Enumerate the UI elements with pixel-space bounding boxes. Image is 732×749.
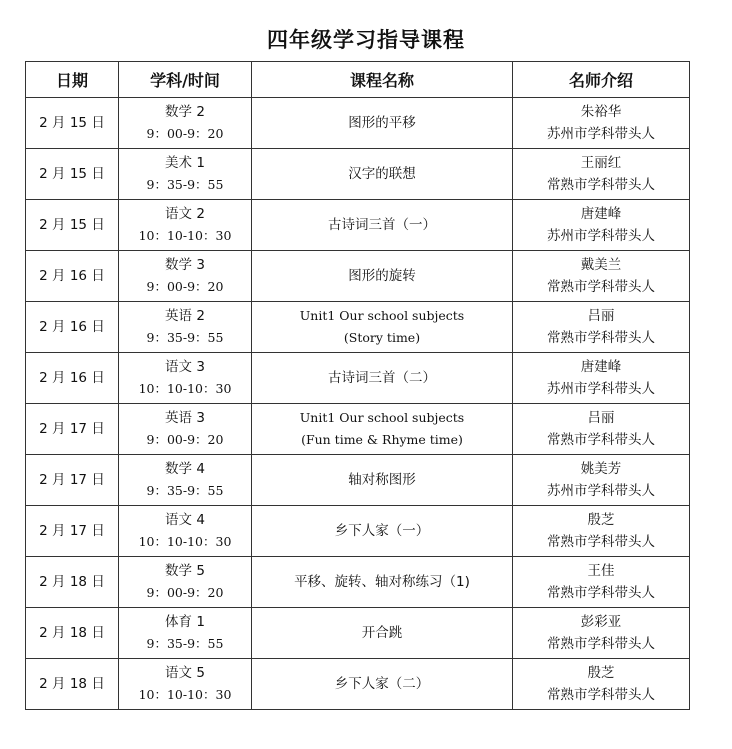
teacher-name: 朱裕华	[580, 104, 622, 120]
teacher-cell	[513, 557, 690, 608]
teacher-title: 苏州市学科带头人	[547, 228, 655, 244]
course-name: Unit1 Our school subjects	[299, 308, 465, 323]
time-label: 10：10-10：30	[138, 381, 232, 396]
teacher-name: 殷芝	[587, 512, 615, 528]
table-row	[26, 404, 690, 455]
table-row	[26, 149, 690, 200]
teacher-cell	[513, 353, 690, 404]
subject-time-cell	[119, 557, 252, 608]
course-name: 汉字的联想	[348, 166, 416, 182]
teacher-title: 常熟市学科带头人	[547, 330, 655, 346]
date-cell: 2 月 17 日	[26, 455, 119, 506]
course-cell	[252, 506, 513, 557]
subject-time-cell	[119, 149, 252, 200]
table-row	[26, 455, 690, 506]
teacher-cell	[513, 98, 690, 149]
date-cell: 2 月 18 日	[26, 608, 119, 659]
table-row	[26, 353, 690, 404]
date-cell: 2 月 16 日	[26, 353, 119, 404]
teacher-title: 常熟市学科带头人	[547, 534, 655, 550]
subject-time-cell	[119, 98, 252, 149]
course-cell	[252, 353, 513, 404]
course-name: 乡下人家（二）	[334, 676, 430, 692]
teacher-title: 苏州市学科带头人	[547, 381, 655, 397]
date-cell: 2 月 18 日	[26, 557, 119, 608]
teacher-name: 唐建峰	[580, 206, 622, 222]
date-cell: 2 月 17 日	[26, 404, 119, 455]
subject-time-cell	[119, 506, 252, 557]
teacher-cell	[513, 659, 690, 710]
course-name: 古诗词三首（一）	[328, 217, 436, 233]
course-cell	[252, 557, 513, 608]
course-cell	[252, 608, 513, 659]
page-title: 四年级学习指导课程	[267, 28, 465, 52]
subject-label: 数学 4	[165, 461, 205, 477]
header-row	[26, 62, 690, 98]
course-name: 图形的平移	[348, 115, 416, 131]
course-name: 开合跳	[361, 625, 403, 641]
subject-time-cell	[119, 251, 252, 302]
teacher-title: 常熟市学科带头人	[547, 636, 655, 652]
course-cell	[252, 302, 513, 353]
time-label: 9：35-9：55	[146, 330, 224, 345]
time-label: 9：00-9：20	[146, 585, 224, 600]
time-label: 9：00-9：20	[146, 279, 224, 294]
teacher-cell	[513, 455, 690, 506]
course-cell	[252, 251, 513, 302]
date-cell: 2 月 15 日	[26, 149, 119, 200]
teacher-name: 吕丽	[587, 308, 615, 324]
teacher-name: 殷芝	[587, 665, 615, 681]
course-name: 图形的旋转	[348, 268, 416, 284]
course-cell	[252, 404, 513, 455]
teacher-cell	[513, 149, 690, 200]
subject-time-cell	[119, 608, 252, 659]
subject-time-cell	[119, 404, 252, 455]
subject-label: 数学 3	[165, 257, 205, 273]
course-name: 平移、旋转、轴对称练习（1)	[294, 574, 470, 590]
schedule-table	[25, 61, 690, 710]
table-row	[26, 557, 690, 608]
subject-label: 语文 3	[165, 359, 205, 375]
course-name: (Fun time & Rhyme time)	[301, 432, 463, 447]
teacher-cell	[513, 608, 690, 659]
teacher-cell	[513, 404, 690, 455]
time-label: 9：35-9：55	[146, 177, 224, 192]
table-row	[26, 200, 690, 251]
teacher-name: 王佳	[587, 563, 615, 579]
time-label: 10：10-10：30	[138, 534, 232, 549]
date-cell: 2 月 17 日	[26, 506, 119, 557]
table-row	[26, 608, 690, 659]
subject-label: 美术 1	[165, 155, 205, 171]
teacher-cell	[513, 506, 690, 557]
time-label: 9：35-9：55	[146, 636, 224, 651]
course-cell	[252, 659, 513, 710]
course-cell	[252, 455, 513, 506]
course-name: (Story time)	[343, 330, 421, 345]
time-label: 9：00-9：20	[146, 432, 224, 447]
course-name: 乡下人家（一）	[334, 523, 430, 539]
table-row	[26, 506, 690, 557]
date-cell: 2 月 15 日	[26, 200, 119, 251]
teacher-title: 苏州市学科带头人	[547, 126, 655, 142]
date-cell: 2 月 18 日	[26, 659, 119, 710]
subject-time-cell	[119, 302, 252, 353]
header-subject-time: 学科/时间	[119, 62, 252, 98]
teacher-cell	[513, 302, 690, 353]
subject-time-cell	[119, 659, 252, 710]
subject-label: 数学 5	[165, 563, 205, 579]
teacher-name: 彭彩亚	[580, 614, 622, 630]
subject-label: 语文 5	[165, 665, 205, 681]
header-date: 日期	[26, 62, 119, 98]
table-row	[26, 302, 690, 353]
course-cell	[252, 200, 513, 251]
subject-time-cell	[119, 455, 252, 506]
teacher-name: 王丽红	[580, 155, 622, 171]
course-cell	[252, 149, 513, 200]
subject-label: 语文 2	[165, 206, 205, 222]
teacher-title: 常熟市学科带头人	[547, 432, 655, 448]
teacher-title: 常熟市学科带头人	[547, 687, 655, 703]
subject-label: 英语 3	[165, 410, 205, 426]
time-label: 10：10-10：30	[138, 228, 232, 243]
teacher-title: 常熟市学科带头人	[547, 585, 655, 601]
subject-time-cell	[119, 200, 252, 251]
subject-label: 数学 2	[165, 104, 205, 120]
teacher-name: 戴美兰	[580, 257, 622, 273]
subject-label: 语文 4	[165, 512, 205, 528]
time-label: 9：35-9：55	[146, 483, 224, 498]
date-cell: 2 月 16 日	[26, 302, 119, 353]
time-label: 10：10-10：30	[138, 687, 232, 702]
course-name: Unit1 Our school subjects	[299, 410, 465, 425]
teacher-title: 常熟市学科带头人	[547, 279, 655, 295]
teacher-name: 姚美芳	[580, 461, 622, 477]
course-name: 轴对称图形	[348, 472, 416, 488]
date-cell: 2 月 16 日	[26, 251, 119, 302]
teacher-name: 唐建峰	[580, 359, 622, 375]
course-name: 古诗词三首（二）	[328, 370, 436, 386]
table-row	[26, 659, 690, 710]
teacher-name: 吕丽	[587, 410, 615, 426]
date-cell: 2 月 15 日	[26, 98, 119, 149]
subject-time-cell	[119, 353, 252, 404]
table-row	[26, 251, 690, 302]
header-teacher: 名师介绍	[513, 62, 690, 98]
course-cell	[252, 98, 513, 149]
time-label: 9：00-9：20	[146, 126, 224, 141]
table-row	[26, 98, 690, 149]
subject-label: 英语 2	[165, 308, 205, 324]
header-course: 课程名称	[252, 62, 513, 98]
teacher-cell	[513, 200, 690, 251]
teacher-cell	[513, 251, 690, 302]
teacher-title: 常熟市学科带头人	[547, 177, 655, 193]
teacher-title: 苏州市学科带头人	[547, 483, 655, 499]
subject-label: 体育 1	[165, 614, 205, 630]
